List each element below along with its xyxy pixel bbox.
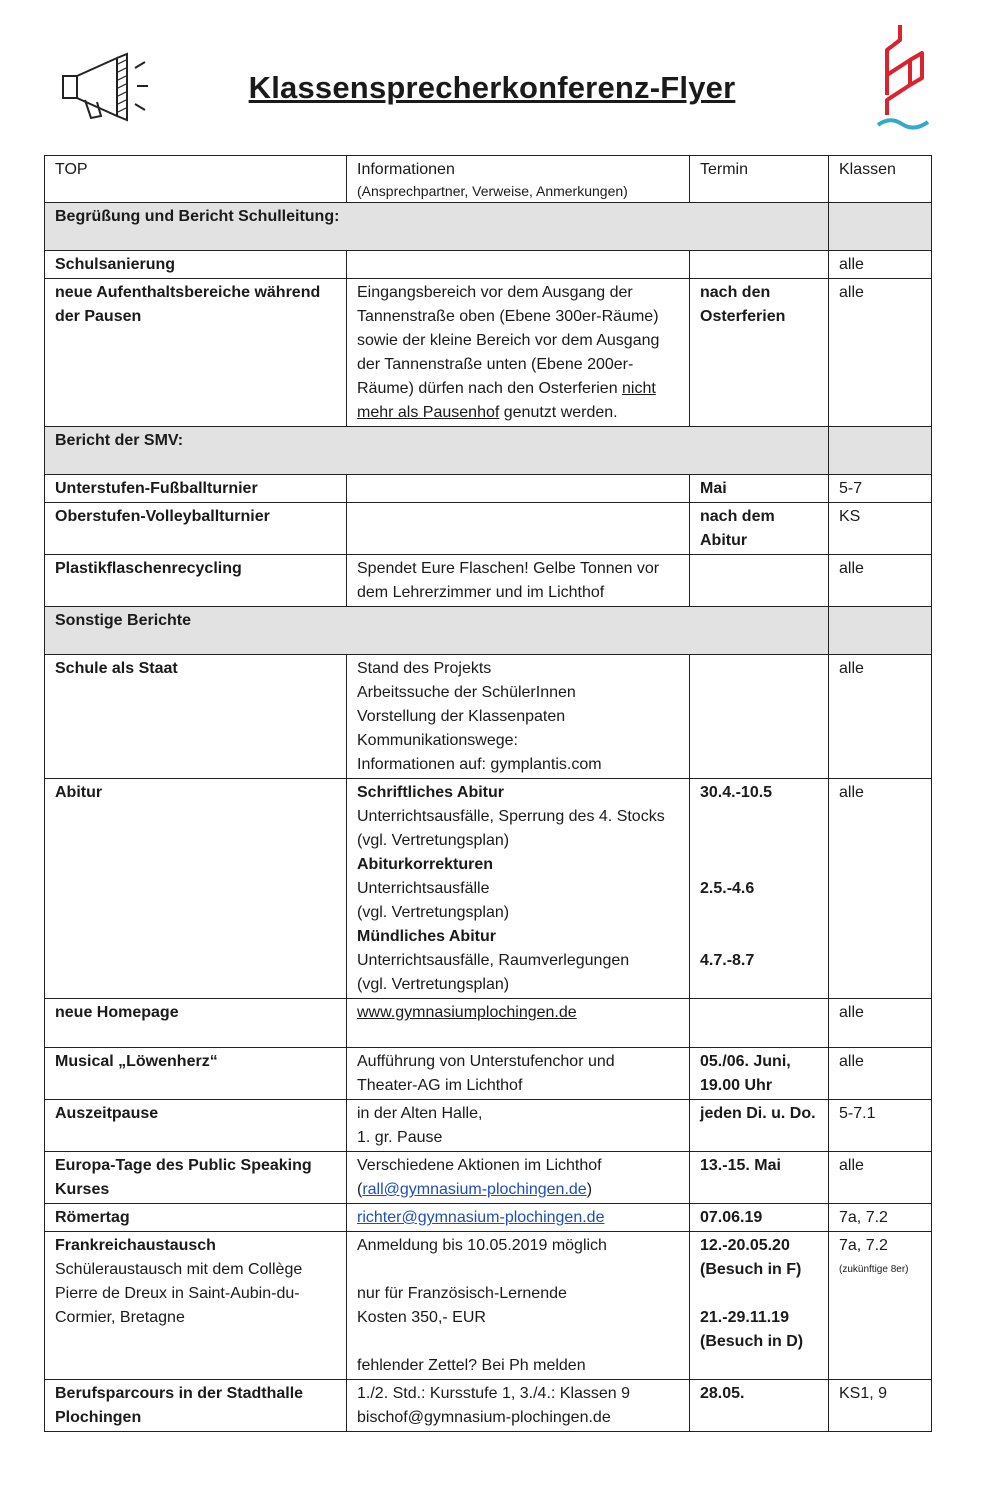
abitur-note: (vgl. Vertretungsplan) (357, 832, 510, 849)
row-info-line: Arbeitssuche der SchülerInnen (357, 684, 576, 701)
row-top-title: Frankreichaustausch (55, 1237, 216, 1254)
termin-line: (Besuch in F) (700, 1261, 802, 1278)
row-info-line: Verschiedene Aktionen im Lichthof (357, 1157, 602, 1174)
header-termin: Termin (690, 156, 829, 203)
row-info-line: Vorstellung der Klassenpaten (357, 708, 566, 725)
row-klassen: KS (829, 503, 932, 555)
row-klassen: alle (829, 251, 932, 279)
row-termin (690, 999, 829, 1048)
row-termin: 28.05. (690, 1380, 829, 1432)
paren-close: ) (586, 1181, 593, 1198)
abitur-note: (vgl. Vertretungsplan) (357, 904, 510, 921)
row-termin (690, 251, 829, 279)
row-info: Aufführung von Unterstufenchor und Theater-AG im Lichthof (347, 1048, 690, 1100)
row-info-line: fehlender Zettel? Bei Ph melden (357, 1357, 586, 1374)
row-termin: 07.06.19 (690, 1204, 829, 1232)
row-top: Auszeitpause (45, 1100, 347, 1152)
section-title: Begrüßung und Bericht Schulleitung: (45, 203, 829, 251)
termin-line: (Besuch in D) (700, 1333, 804, 1350)
row-info (347, 1204, 690, 1232)
table-header-row (45, 156, 932, 203)
row-info-text: Eingangsbereich vor dem Ausgang der Tannenstraße oben (Ebene 300er-Räume) sowie der kleine Bereich vor dem Ausgang der Tannenstraße unten (Ebene 200er-Räume) dürfen nach den Osterferien (357, 284, 660, 397)
header-top: TOP (45, 156, 347, 203)
table-row (45, 1380, 932, 1432)
row-info (347, 655, 690, 779)
homepage-link[interactable]: www.gymnasiumplochingen.de (357, 1004, 577, 1021)
table-row (45, 1232, 932, 1380)
termin-line: 12.-20.05.20 (700, 1237, 790, 1254)
table-row (45, 1152, 932, 1204)
abitur-text: Unterrichtsausfälle (357, 880, 490, 897)
row-termin: Mai (690, 475, 829, 503)
section-row (45, 203, 932, 251)
row-termin (690, 555, 829, 607)
row-top (45, 1232, 347, 1380)
abitur-text: Unterrichtsausfälle, Raumverlegungen (357, 952, 630, 969)
section-empty (829, 607, 932, 655)
row-top: neue Homepage (45, 999, 347, 1048)
row-info: Spendet Eure Flaschen! Gelbe Tonnen vor dem Lehrerzimmer und im Lichthof (347, 555, 690, 607)
abitur-heading: Schriftliches Abitur (357, 784, 504, 801)
agenda-table (44, 155, 932, 1432)
section-title: Sonstige Berichte (45, 607, 829, 655)
header-info-label: Informationen (357, 161, 455, 178)
row-klassen: 5-7.1 (829, 1100, 932, 1152)
row-info (347, 1380, 690, 1432)
klassen-line: 7a, 7.2 (839, 1237, 888, 1254)
row-info (347, 279, 690, 427)
row-klassen (829, 1232, 932, 1380)
table-row (45, 279, 932, 427)
termin-line: 21.-29.11.19 (700, 1309, 789, 1326)
row-termin: 13.-15. Mai (690, 1152, 829, 1204)
table-row (45, 251, 932, 279)
row-info-line: Informationen auf: gymplantis.com (357, 756, 602, 773)
abitur-date: 4.7.-8.7 (700, 952, 755, 969)
row-info (347, 1232, 690, 1380)
row-info (347, 503, 690, 555)
row-info-line: nur für Französisch-Lernende (357, 1285, 567, 1302)
row-info-line: in der Alten Halle, (357, 1105, 483, 1122)
row-klassen: alle (829, 779, 932, 999)
row-klassen: alle (829, 555, 932, 607)
row-top: Berufsparcours in der Stadthalle Plochingen (45, 1380, 347, 1432)
table-row (45, 655, 932, 779)
table-row (45, 1048, 932, 1100)
row-termin: jeden Di. u. Do. (690, 1100, 829, 1152)
row-klassen: alle (829, 1152, 932, 1204)
table-row (45, 779, 932, 999)
row-termin (690, 779, 829, 999)
abitur-note: (vgl. Vertretungsplan) (357, 976, 510, 993)
row-top: Schulsanierung (45, 251, 347, 279)
page-title: Klassensprecherkonferenz-Flyer (248, 70, 736, 105)
header-area (0, 0, 984, 150)
row-info-line: Anmeldung bis 10.05.2019 möglich (357, 1237, 607, 1254)
row-klassen: 7a, 7.2 (829, 1204, 932, 1232)
row-info-line: Kommunikationswege: (357, 732, 518, 749)
row-top: Musical „Löwenherz“ (45, 1048, 347, 1100)
row-info-text-end: genutzt werden. (499, 404, 618, 421)
table-row (45, 1204, 932, 1232)
row-info (347, 999, 690, 1048)
row-info-line: 1. gr. Pause (357, 1129, 443, 1146)
row-termin: nach den Osterferien (690, 279, 829, 427)
header-klassen: Klassen (829, 156, 932, 203)
row-klassen: alle (829, 279, 932, 427)
row-klassen: alle (829, 999, 932, 1048)
school-logo-icon (872, 20, 937, 135)
section-row (45, 427, 932, 475)
row-info-line: Kosten 350,- EUR (357, 1309, 486, 1326)
row-info-line: bischof@gymnasium-plochingen.de (357, 1409, 611, 1426)
row-top: Oberstufen-Volleyballturnier (45, 503, 347, 555)
row-info (347, 475, 690, 503)
abitur-heading: Abiturkorrekturen (357, 856, 494, 873)
row-klassen: alle (829, 1048, 932, 1100)
table-row (45, 1100, 932, 1152)
row-top: Römertag (45, 1204, 347, 1232)
klassen-sub: (zukünftige 8er) (839, 1264, 909, 1275)
row-klassen: KS1, 9 (829, 1380, 932, 1432)
row-info-line: Stand des Projekts (357, 660, 492, 677)
row-termin: nach dem Abitur (690, 503, 829, 555)
abitur-date: 30.4.-10.5 (700, 784, 773, 801)
row-info (347, 779, 690, 999)
abitur-text: Unterrichtsausfälle, Sperrung des 4. Stocks (357, 808, 665, 825)
row-termin: 05./06. Juni, 19.00 Uhr (690, 1048, 829, 1100)
row-termin (690, 655, 829, 779)
row-klassen: alle (829, 655, 932, 779)
header-info-sub: (Ansprechpartner, Verweise, Anmerkungen) (357, 183, 628, 199)
row-info (347, 251, 690, 279)
section-empty (829, 203, 932, 251)
row-info-underlined: nicht mehr als Pausenhof (357, 380, 656, 421)
row-top: neue Aufenthaltsbereiche während der Pausen (45, 279, 347, 427)
abitur-heading: Mündliches Abitur (357, 928, 496, 945)
section-row (45, 607, 932, 655)
section-title: Bericht der SMV: (45, 427, 829, 475)
table-row (45, 503, 932, 555)
section-empty (829, 427, 932, 475)
row-top: Europa-Tage des Public Speaking Kurses (45, 1152, 347, 1204)
paren-open: ( (357, 1181, 363, 1198)
row-top: Schule als Staat (45, 655, 347, 779)
email-link[interactable]: rall@gymnasium-plochingen.de (362, 1181, 587, 1198)
row-top-sub: Schüleraustausch mit dem Collège Pierre de Dreux in Saint-Aubin-du-Cormier, Bretagne (55, 1261, 303, 1326)
row-top: Plastikflaschenrecycling (45, 555, 347, 607)
email-link[interactable]: richter@gymnasium-plochingen.de (357, 1209, 605, 1226)
row-info-line: 1./2. Std.: Kursstufe 1, 3./4.: Klassen 9 (357, 1385, 631, 1402)
row-info (347, 1100, 690, 1152)
table-row (45, 555, 932, 607)
row-top: Unterstufen-Fußballturnier (45, 475, 347, 503)
table-row (45, 999, 932, 1048)
row-info (347, 1152, 690, 1204)
header-info (347, 156, 690, 203)
row-top: Abitur (45, 779, 347, 999)
row-termin (690, 1232, 829, 1380)
abitur-date: 2.5.-4.6 (700, 880, 755, 897)
row-klassen: 5-7 (829, 475, 932, 503)
table-row (45, 475, 932, 503)
